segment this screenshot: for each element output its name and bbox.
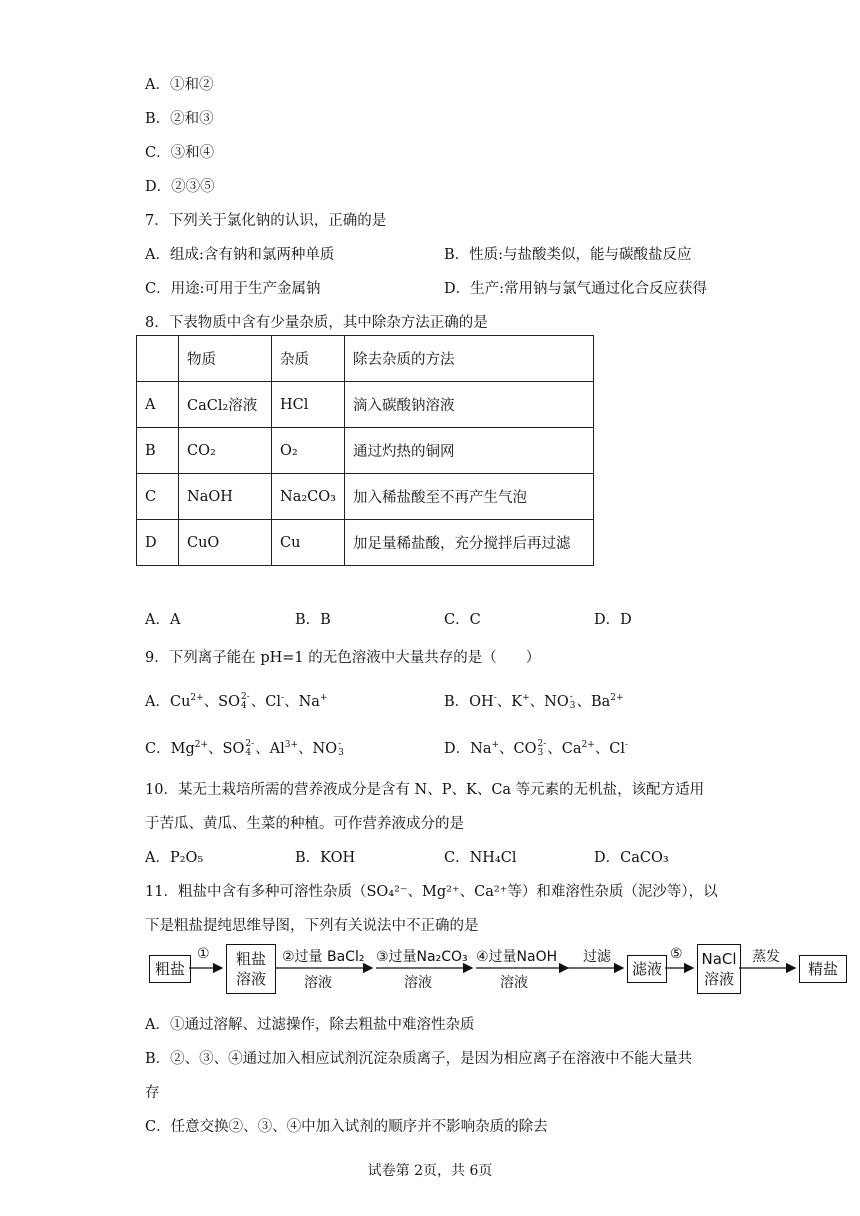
- q10-option-a: A．P₂O₅: [145, 850, 204, 866]
- step-1-label: ①: [197, 946, 210, 962]
- step-2-label: ②过量 BaCl₂: [282, 949, 365, 965]
- substance-cell: NaOH: [179, 474, 272, 520]
- substance-cell: CaCl₂溶液: [179, 382, 272, 428]
- q8-option-a: A．A: [145, 612, 181, 628]
- q8-option-d: D．D: [594, 612, 632, 628]
- substance-cell: CuO: [179, 520, 272, 566]
- q11-stem-line2: 下是粗盐提纯思维导图，下列有关说法中不正确的是: [145, 918, 479, 934]
- refined-salt-box: 精盐: [799, 955, 847, 983]
- q11-option-a: A．①通过溶解、过滤操作，除去粗盐中难溶性杂质: [145, 1017, 475, 1033]
- q10-option-b: B．KOH: [295, 850, 356, 866]
- q8-stem: 8．下表物质中含有少量杂质，其中除杂方法正确的是: [145, 315, 488, 331]
- step-3-label: ③过量Na₂CO₃: [376, 949, 468, 965]
- q7-option-b: B．性质:与盐酸类似，能与碳酸盐反应: [444, 247, 692, 263]
- q8-table: [136, 335, 594, 566]
- q8-option-c: C．C: [444, 612, 481, 628]
- step-4-label: ④过量NaOH: [476, 949, 558, 965]
- method-cell: 滴入碳酸钠溶液: [344, 382, 593, 428]
- method-cell: 通过灼热的铜网: [344, 428, 593, 474]
- q7-option-c: C．用途:可用于生产金属钠: [145, 281, 321, 297]
- nacl-solution-box: NaCl 溶液: [697, 944, 741, 994]
- crude-salt-solution-box: 粗盐 溶液: [226, 944, 276, 994]
- q9-option-a: A．$Cu^{2+}$、SO 2- 4 、Cl-、Na+: [145, 692, 328, 711]
- q6-option-a: A．①和②: [145, 77, 214, 93]
- q9-option-b: B．OH-、K+、NO - 3 、$Ba^{2+}$: [444, 692, 624, 711]
- step-5-label: ⑤: [670, 946, 683, 962]
- impurity-cell: Na₂CO₃: [272, 474, 345, 520]
- row-label: C: [137, 474, 179, 520]
- table-header-cell: 物质: [179, 336, 272, 382]
- step-3-sublabel: 溶液: [404, 975, 432, 991]
- q8-option-b: B．B: [295, 612, 331, 628]
- impurity-cell: O₂: [272, 428, 345, 474]
- q10-option-d: D．CaCO₃: [594, 850, 669, 866]
- q11-option-b-line1: B．②、③、④通过加入相应试剂沉淀杂质离子，是因为相应离子在溶液中不能大量共: [145, 1051, 693, 1067]
- q7-stem: 7．下列关于氯化钠的认识，正确的是: [145, 213, 387, 229]
- crude-salt-box: 粗盐: [149, 955, 191, 983]
- table-row: [137, 520, 594, 566]
- step-2-sublabel: 溶液: [304, 975, 332, 991]
- q6-option-d: D．②③⑤: [145, 179, 215, 195]
- impurity-cell: Cu: [272, 520, 345, 566]
- method-cell: 加足量稀盐酸，充分搅拌后再过滤: [344, 520, 593, 566]
- row-label: B: [137, 428, 179, 474]
- q11-option-c: C．任意交换②、③、④中加入试剂的顺序并不影响杂质的除去: [145, 1119, 548, 1135]
- q7-option-a: A．组成:含有钠和氯两种单质: [145, 247, 335, 263]
- substance-cell: CO₂: [179, 428, 272, 474]
- table-header-row: [137, 336, 594, 382]
- evaporate-label: 蒸发: [752, 949, 780, 965]
- q7-option-d: D．生产:常用钠与氯气通过化合反应获得: [444, 281, 708, 297]
- q10-option-c: C．NH₄Cl: [444, 850, 517, 866]
- purification-flowchart: [140, 942, 860, 1002]
- method-cell: 加入稀盐酸至不再产生气泡: [344, 474, 593, 520]
- q9-option-d: D．Na+、CO 2- 3 、$Ca^{2+}$、Cl-: [444, 739, 629, 758]
- q11-option-b-line2: 存: [145, 1085, 160, 1101]
- q9-stem: 9．下列离子能在 pH=1 的无色溶液中大量共存的是（ ）: [145, 650, 541, 666]
- row-label: A: [137, 382, 179, 428]
- table-row: [137, 382, 594, 428]
- row-label: D: [137, 520, 179, 566]
- impurity-cell: HCl: [272, 382, 345, 428]
- step-4-sublabel: 溶液: [500, 975, 528, 991]
- filtrate-box: 滤液: [627, 955, 667, 983]
- q9-option-c: C．$Mg^{2+}$、SO 2- 4 、$Al^{3+}$、NO - 3: [145, 739, 344, 758]
- table-row: [137, 428, 594, 474]
- table-row: [137, 474, 594, 520]
- filter-label: 过滤: [583, 949, 611, 965]
- q10-stem-line2: 于苦瓜、黄瓜、生菜的种植。可作营养液成分的是: [145, 816, 464, 832]
- q10-stem-line1: 10．某无土栽培所需的营养液成分是含有 N、P、K、Ca 等元素的无机盐，该配方适用: [145, 782, 705, 798]
- page-footer: 试卷第 2页，共 6页: [367, 1163, 493, 1179]
- table-header-cell: [137, 336, 179, 382]
- q11-stem-line1: 11．粗盐中含有多种可溶性杂质（SO₄²⁻、Mg²⁺、Ca²⁺等）和难溶性杂质（泥沙等），以: [145, 884, 718, 900]
- table-header-cell: 杂质: [272, 336, 345, 382]
- table-header-cell: 除去杂质的方法: [344, 336, 593, 382]
- q6-option-b: B．②和③: [145, 111, 214, 127]
- q6-option-c: C．③和④: [145, 145, 215, 161]
